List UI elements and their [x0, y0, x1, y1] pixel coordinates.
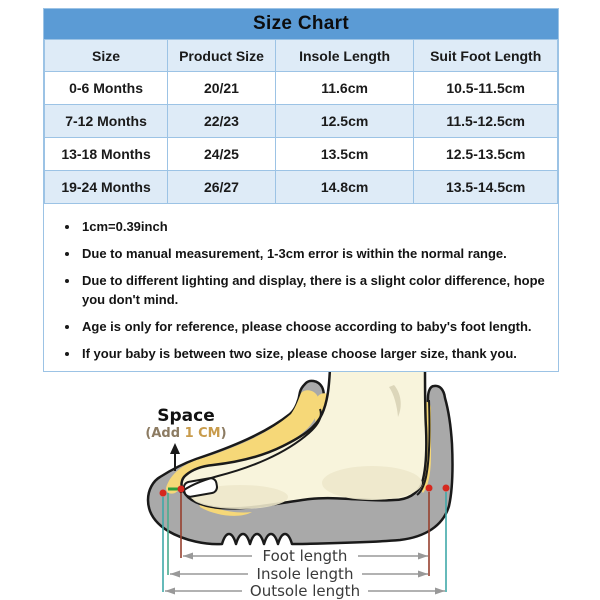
col-header-size: Size: [45, 40, 168, 72]
notes-section: [44, 204, 558, 371]
cell-age: 0-6 Months: [45, 72, 168, 105]
cell-age: 19-24 Months: [45, 171, 168, 204]
cell-product-size: 24/25: [168, 138, 276, 171]
note-item: [63, 245, 548, 263]
arrowhead-right: [418, 571, 428, 578]
table-row: [45, 72, 558, 105]
cell-suit-foot-length: 12.5-13.5cm: [414, 138, 558, 171]
title-bar: [44, 9, 558, 39]
table-row: [45, 105, 558, 138]
cell-insole-length: 14.8cm: [275, 171, 414, 204]
insole-length-label: Insole length: [256, 565, 354, 583]
cell-insole-length: 12.5cm: [275, 105, 414, 138]
note-item: [63, 218, 548, 236]
size-table: [44, 39, 558, 204]
bullet-icon: [65, 352, 69, 356]
arrowhead-left: [170, 571, 180, 578]
cell-insole-length: 13.5cm: [275, 138, 414, 171]
foot-shading: [322, 466, 422, 500]
cell-product-size: 22/23: [168, 105, 276, 138]
space-sublabel: [145, 426, 226, 441]
note-item: [63, 272, 548, 308]
space-sub-suffix: ): [220, 426, 227, 441]
space-sub-prefix: (Add: [145, 426, 185, 441]
cell-insole-length: 11.6cm: [275, 72, 414, 105]
table-row: [45, 171, 558, 204]
note-text: Due to different lighting and display, there is a slight color difference, hope you don't mind.: [82, 273, 545, 307]
note-text: 1cm=0.39inch: [82, 219, 168, 234]
foot-length-label: Foot length: [262, 547, 348, 565]
page-title: Size Chart: [253, 13, 349, 34]
foot-measurement-diagram: [0, 372, 600, 600]
cell-product-size: 26/27: [168, 171, 276, 204]
note-item: [63, 345, 548, 363]
marker-dot-heel-outer: [443, 485, 450, 492]
cell-product-size: 20/21: [168, 72, 276, 105]
note-item: [63, 318, 548, 336]
space-sub-value: 1 CM: [184, 426, 221, 441]
arrowhead-left: [165, 588, 175, 595]
cell-suit-foot-length: 13.5-14.5cm: [414, 171, 558, 204]
arrowhead-right: [418, 553, 428, 560]
col-header-insole-length: Insole Length: [275, 40, 414, 72]
col-header-suit-foot-length: Suit Foot Length: [414, 40, 558, 72]
space-arrowhead: [170, 443, 180, 454]
cell-age: 13-18 Months: [45, 138, 168, 171]
bullet-icon: [65, 279, 69, 283]
cell-suit-foot-length: 11.5-12.5cm: [414, 105, 558, 138]
space-label: Space: [157, 406, 215, 426]
arrowhead-right: [435, 588, 445, 595]
marker-dot-toe-foot: [178, 486, 185, 493]
note-text: Due to manual measurement, 1-3cm error is within the normal range.: [82, 246, 507, 262]
table-header-row: [45, 40, 558, 72]
note-text: Age is only for reference, please choose according to baby's foot length.: [82, 318, 532, 334]
arrowhead-left: [183, 553, 193, 560]
note-text: If your baby is between two size, please choose larger size, thank you.: [82, 345, 517, 361]
bullet-icon: [65, 325, 69, 329]
outsole-length-label: Outsole length: [249, 582, 361, 600]
size-chart-panel: [43, 8, 559, 372]
marker-dot-heel-inner: [426, 485, 433, 492]
table-row: [45, 138, 558, 171]
cell-age: 7-12 Months: [45, 105, 168, 138]
col-header-product-size: Product Size: [168, 40, 276, 72]
marker-dot-toe-outer: [160, 490, 167, 497]
cell-suit-foot-length: 10.5-11.5cm: [414, 72, 558, 105]
bullet-icon: [65, 225, 69, 229]
bullet-icon: [65, 252, 69, 256]
